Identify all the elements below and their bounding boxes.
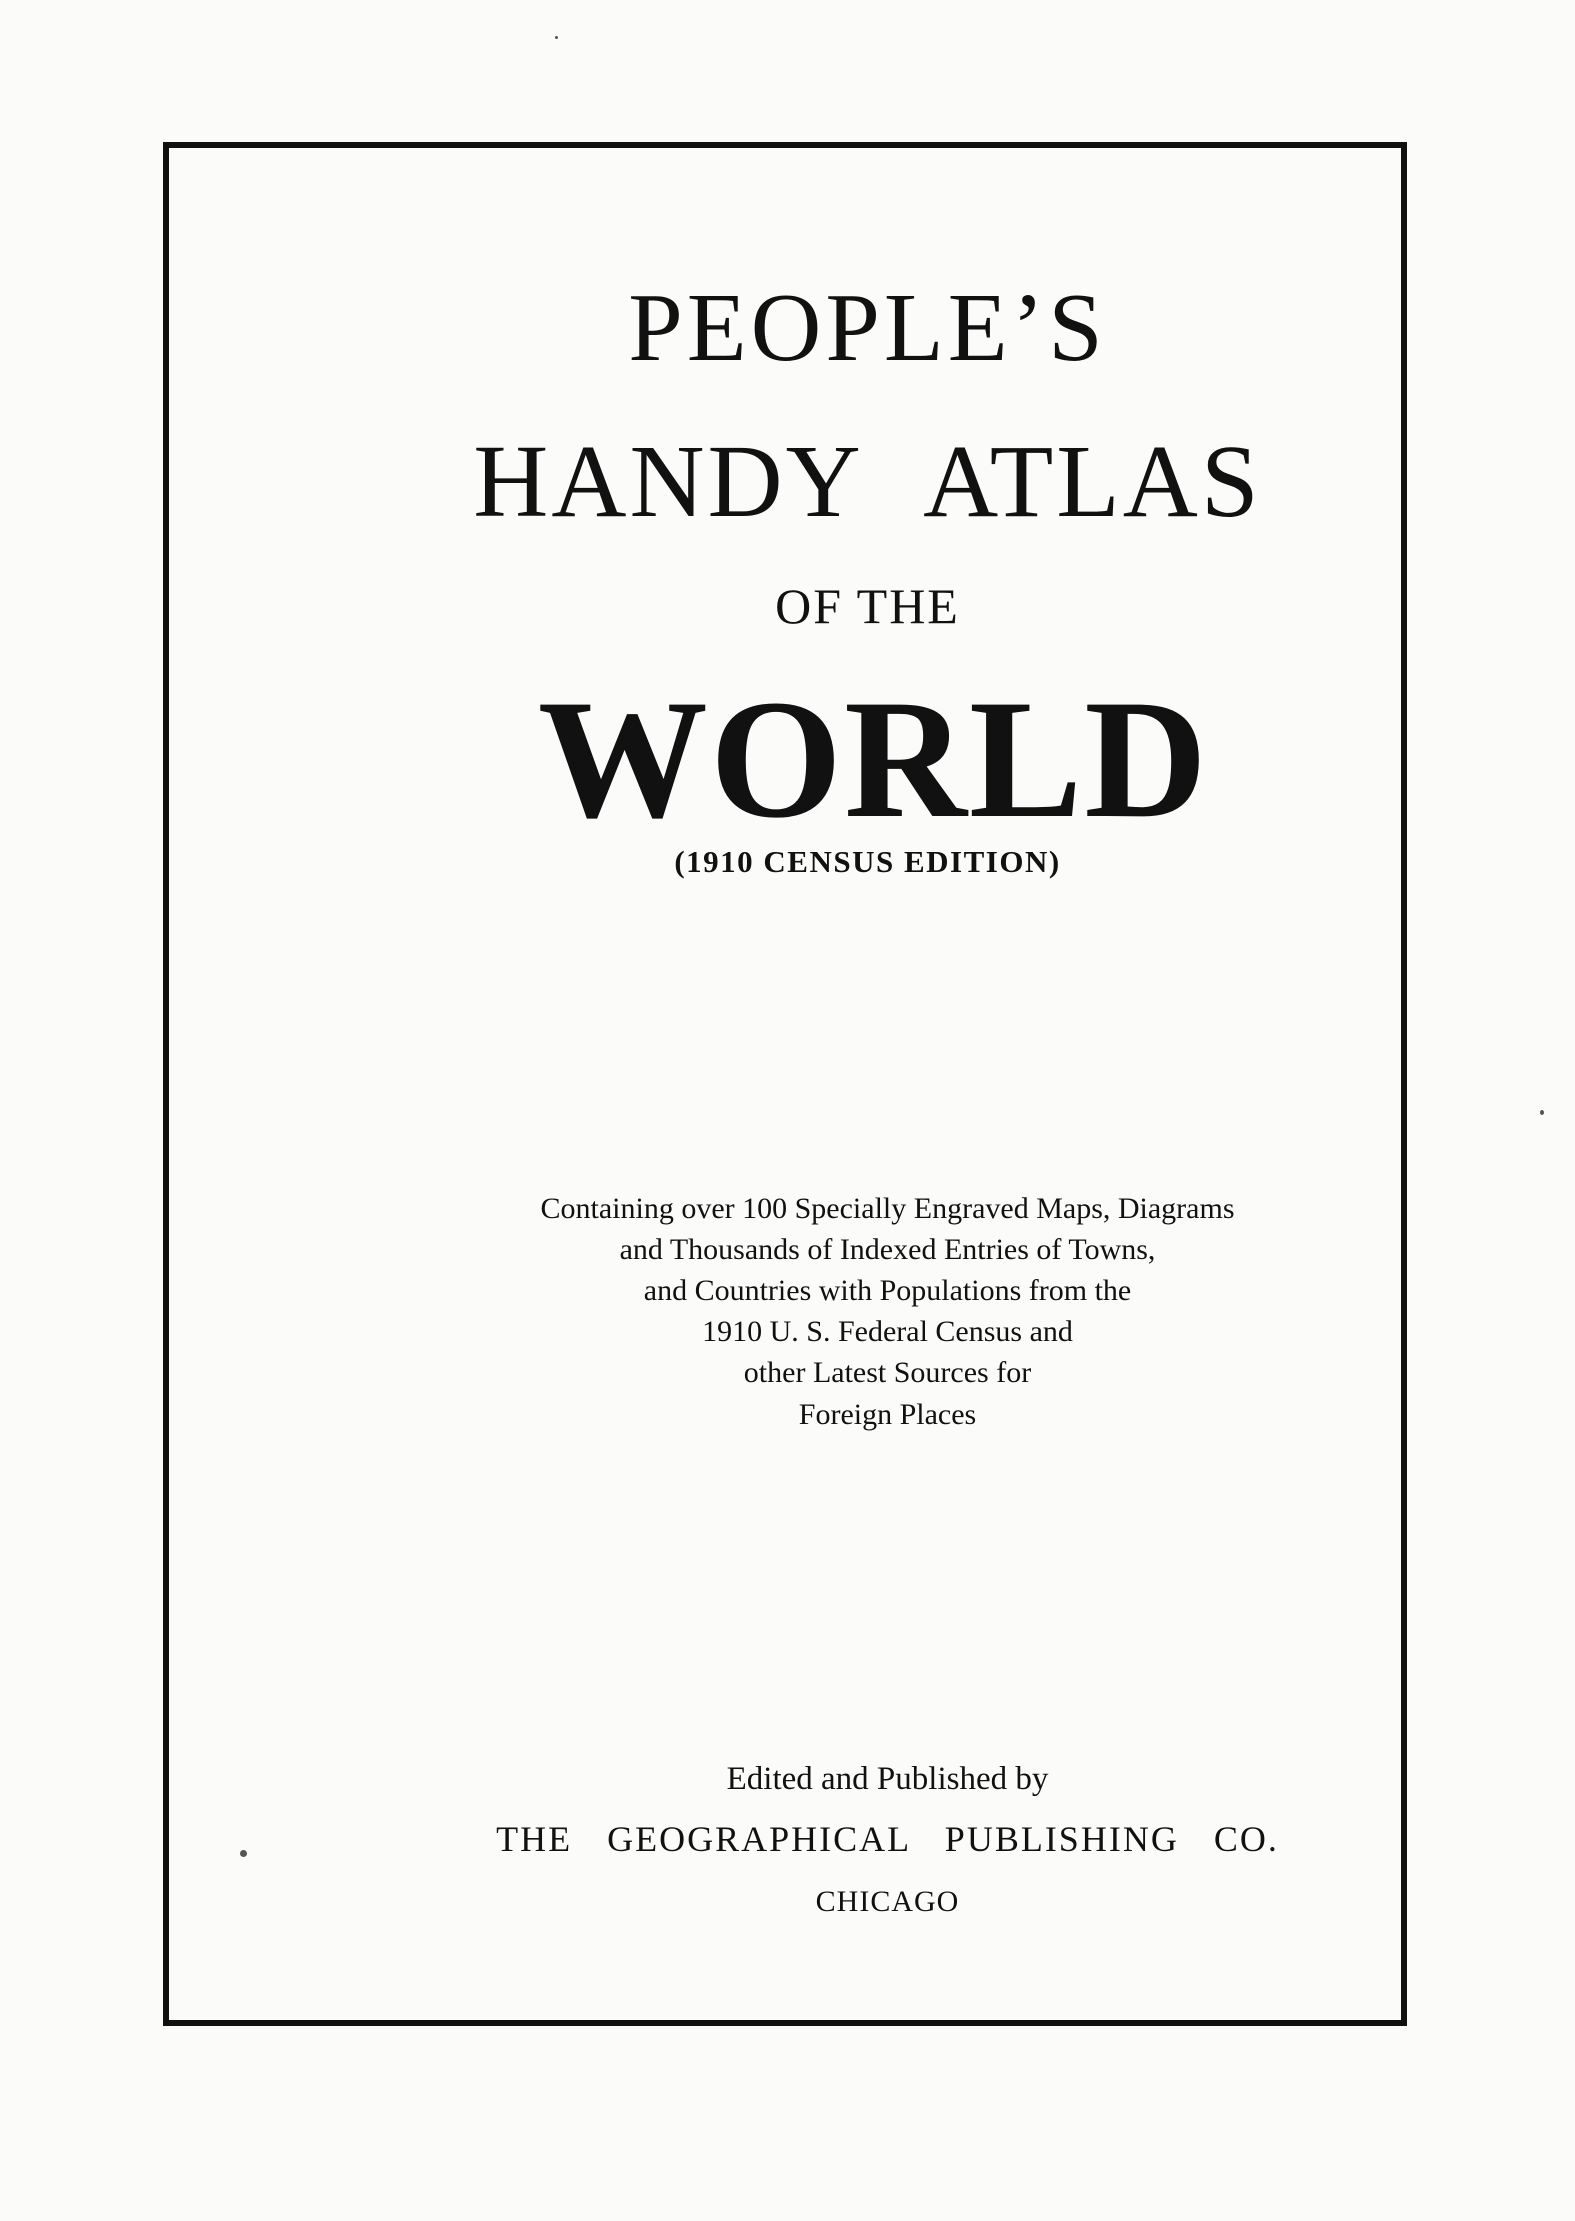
title-line-peoples: PEOPLE’S	[628, 274, 1107, 382]
print-speck	[555, 36, 558, 39]
description-line: other Latest Sources for	[743, 1356, 1032, 1389]
title-line-of-the: OF THE	[775, 578, 960, 634]
description-line: and Countries with Populations from the	[643, 1274, 1132, 1307]
description-line: Containing over 100 Specially Engraved Maps, Diagrams	[540, 1192, 1235, 1225]
description-line: 1910 U. S. Federal Census and	[702, 1315, 1073, 1348]
description-line: and Thousands of Indexed Entries of Towns,	[619, 1233, 1156, 1266]
print-speck	[1540, 1110, 1544, 1115]
edition-label: (1910 CENSUS EDITION)	[674, 844, 1061, 879]
title-line-handy-atlas: HANDY ATLAS	[473, 424, 1262, 539]
print-speck	[240, 1850, 247, 1857]
description-line: Foreign Places	[798, 1398, 977, 1431]
publisher-city: CHICAGO	[815, 1885, 960, 1918]
title-line-world: WORLD	[537, 665, 1210, 853]
edited-by-label: Edited and Published by	[726, 1761, 1049, 1797]
publisher-name: THE GEOGRAPHICAL PUBLISHING CO.	[496, 1819, 1279, 1859]
